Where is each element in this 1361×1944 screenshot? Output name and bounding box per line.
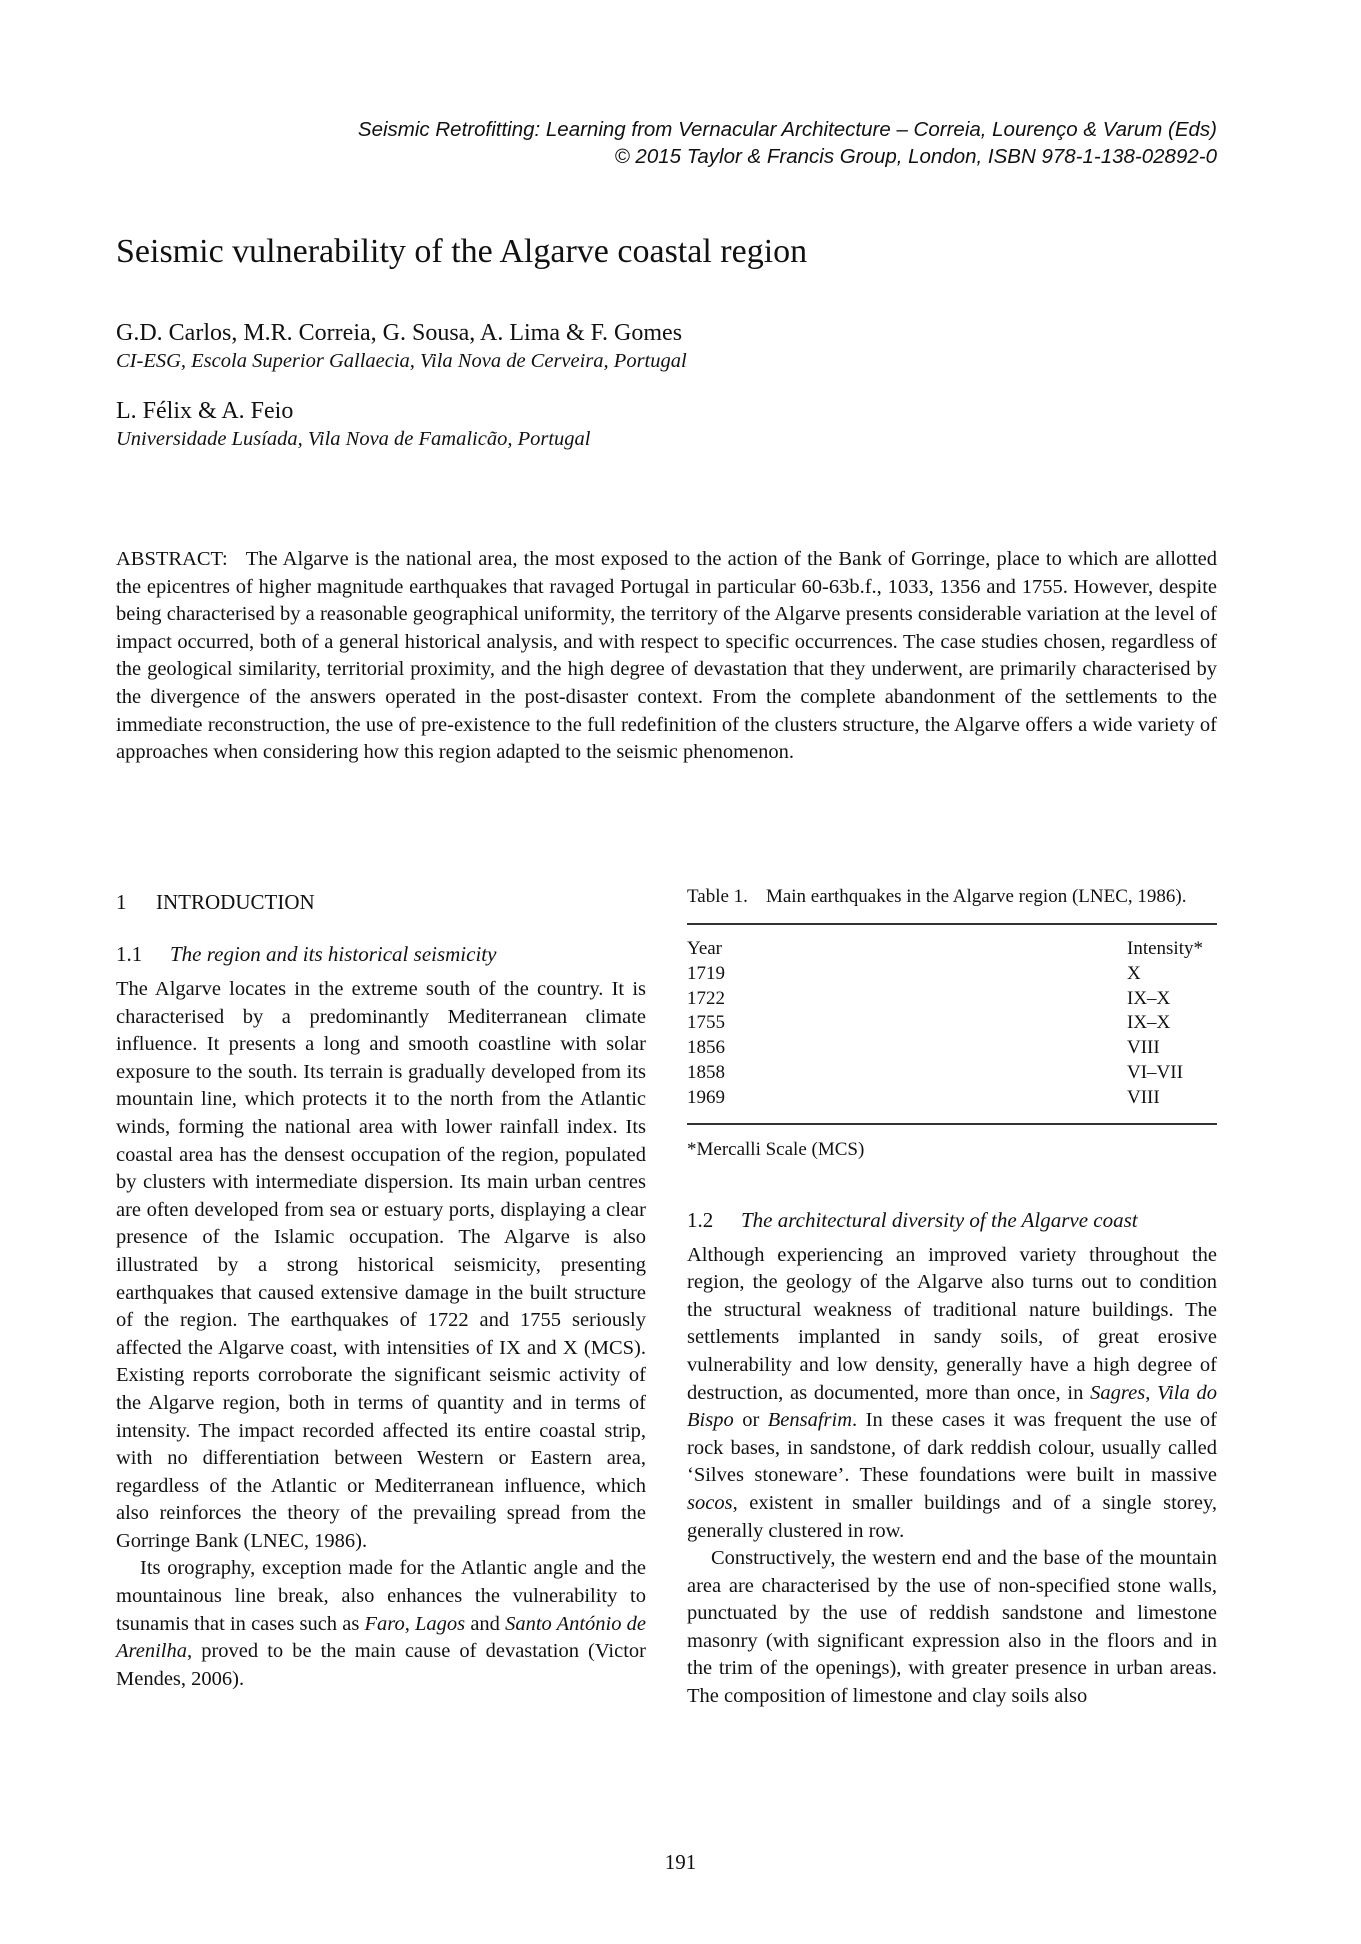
year-cell: 1722	[687, 987, 725, 1009]
author-affiliation: CI-ESG, Escola Superior Gallaecia, Vila Nova de Cerveira, Portugal	[116, 350, 687, 372]
abstract	[116, 546, 1217, 767]
text-run: , proved to be the main cause of devastation (Victor Mendes, 2006).	[116, 1640, 646, 1690]
local-term: socos	[687, 1491, 733, 1514]
table-label: Table 1.	[687, 886, 748, 907]
table-header-row	[687, 924, 1217, 962]
paragraph	[116, 1555, 646, 1693]
intensity-cell: X	[1127, 962, 1141, 984]
text-run: . In these cases it was frequent the use of rock bases, in sandstone, of dark reddish colour, usually called ‘Silves stoneware’. These foundations were built in massive	[687, 1409, 1218, 1487]
table-row	[687, 1011, 1217, 1036]
place-name: Santo António de Arenilha	[116, 1612, 647, 1663]
author-affiliation: Universidade Lusíada, Vila Nova de Famalicão, Portugal	[116, 428, 591, 450]
place-name: Sagres	[1090, 1381, 1146, 1404]
year-cell: 1969	[687, 1086, 1127, 1124]
year-cell: 1858	[687, 1061, 725, 1083]
column-header-intensity: Intensity*	[1127, 924, 1217, 962]
place-name: Lagos	[415, 1612, 466, 1635]
subsection-heading-1-2	[687, 1206, 1217, 1234]
text-run: ,	[1145, 1381, 1158, 1404]
table-caption-text: Main earthquakes in the Algarve region (LNEC, 1986).	[765, 886, 1187, 907]
table-footnote: *Mercalli Scale (MCS)	[687, 1138, 865, 1160]
subsection-number: 1.1	[116, 942, 143, 966]
author-names: L. Félix & A. Feio	[116, 398, 294, 424]
table-row	[687, 1061, 1217, 1086]
author-names: G.D. Carlos, M.R. Correia, G. Sousa, A. Lima & F. Gomes	[116, 320, 683, 346]
right-column	[687, 884, 1217, 1711]
running-header	[180, 116, 1217, 170]
intensity-cell: IX–X	[1127, 987, 1171, 1009]
table-row	[687, 987, 1217, 1012]
paragraph: Constructively, the western end and the base of the mountain area are characterised by the use of non-specified stone walls, punctuated by the use of reddish sandstone and limestone masonry (with significant expression also in the floors and in the trim of the openings), with greater presence in urban areas. The composition of limestone and clay soils also	[687, 1547, 1217, 1708]
place-name: Faro	[364, 1612, 405, 1635]
year-cell: 1856	[687, 1037, 725, 1059]
paper-title: Seismic vulnerability of the Algarve coastal region	[116, 233, 808, 270]
left-column	[116, 884, 646, 1693]
year-cell: 1755	[687, 1012, 725, 1034]
text-run: and	[465, 1612, 506, 1635]
column-header-year: Year	[687, 924, 1127, 962]
abstract-text: The Algarve is the national area, the most exposed to the action of the Bank of Gorringe, place to which are allotted the epicentres of higher magnitude earthquakes that ravaged Portugal in particular 60-63b.f., 1033, 1356 and 1755. However, despite being characterised by a reasonable geographical uniformity, the territory of the Algarve presents considerable variation at the level of impact occurred, both of a general historical analysis, and with respect to specific occurrences. The case studies chosen, regardless of the geological similarity, territorial proximity, and the high degree of devastation that they underwent, are primarily characterised by the divergence of the answers operated in the post-disaster context. From the complete abandonment of the settlements to the immediate reconstruction, the use of pre-existence to the full redefinition of the clusters structure, the Algarve offers a wide variety of approaches when considering how this region adapted to the seismic phenomenon.	[116, 548, 1217, 764]
section-heading-introduction	[116, 888, 646, 916]
text-run: Its orography, exception made for the Atlantic angle and the mountainous line break, also enhances the vulnerability to tsunamis that in cases such as	[116, 1557, 646, 1635]
subsection-number: 1.2	[687, 1207, 714, 1232]
paragraph: The Algarve locates in the extreme south of the country. It is characterised by a predominantly Mediterranean climate influence. It presents a long and smooth coastline with solar exposure to the south. Its terrain is gradually developed from its mountain line, which protects it to the north from the Atlantic winds, forming the national area with lower rainfall index. Its coastal area has the densest occupation of the region, populated by clusters with intermediate dispersion. Its main urban centres are often developed from sea or estuary ports, displaying a clear presence of the Islamic occupation. The Algarve is also illustrated by a strong historical seismicity, presenting earthquakes that caused extensive damage in the built structure of the region. The earthquakes of 1722 and 1755 seriously affected the Algarve coast, with intensities of IX and X (MCS). Existing reports corroborate the significant seismic activity of the Algarve region, both in terms of quantity and in terms of intensity. The impact recorded affected its entire coastal strip, with no differentiation between Western or Eastern area, regardless of the Atlantic or Mediterranean influence, which also reinforces the theory of the prevailing spread from the Gorringe Bank (LNEC, 1986).	[116, 978, 646, 1552]
intensity-cell: VIII	[1127, 1037, 1160, 1059]
author-group	[116, 318, 687, 374]
intensity-cell: IX–X	[1127, 1012, 1171, 1034]
table-row	[687, 1036, 1217, 1061]
paragraph	[687, 1242, 1217, 1546]
text-run: or	[733, 1409, 768, 1432]
place-name: Vila do Bispo	[687, 1381, 1217, 1432]
table-row	[687, 1086, 1217, 1124]
intensity-cell: VIII	[1127, 1086, 1217, 1124]
text-run: Although experiencing an improved variety throughout the region, the geology of the Algarve also turns out to condition the structural weakness of traditional nature buildings. The settlements implanted in sandy soils, of great erosive vulnerability and low density, generally have a high degree of destruction, as documented, more than once, in	[687, 1243, 1217, 1404]
subsection-heading-1-1	[116, 940, 646, 968]
year-cell: 1719	[687, 962, 725, 984]
page-number: 191	[664, 1850, 697, 1874]
running-header-book-title: Seismic Retrofitting: Learning from Vernacular Architecture – Correia, Lourenço & Varum (Eds)	[357, 118, 1217, 141]
earthquakes-table	[687, 923, 1217, 1125]
intensity-cell: VI–VII	[1127, 1061, 1183, 1083]
abstract-label: ABSTRACT:	[116, 548, 228, 570]
running-header-copyright: © 2015 Taylor & Francis Group, London, ISBN 978-1-138-02892-0	[614, 145, 1217, 168]
table-caption	[687, 884, 1217, 909]
subsection-title: The architectural diversity of the Algarve coast	[741, 1207, 1138, 1232]
author-group	[116, 396, 591, 452]
subsection-title: The region and its historical seismicity	[170, 942, 497, 966]
section-number: 1	[116, 890, 127, 914]
section-title: INTRODUCTION	[156, 890, 315, 914]
table-row	[687, 962, 1217, 987]
text-run: ,	[404, 1612, 416, 1635]
text-run: , existent in smaller buildings and of a single storey, generally clustered in row.	[687, 1491, 1217, 1542]
place-name: Bensafrim	[767, 1409, 853, 1432]
